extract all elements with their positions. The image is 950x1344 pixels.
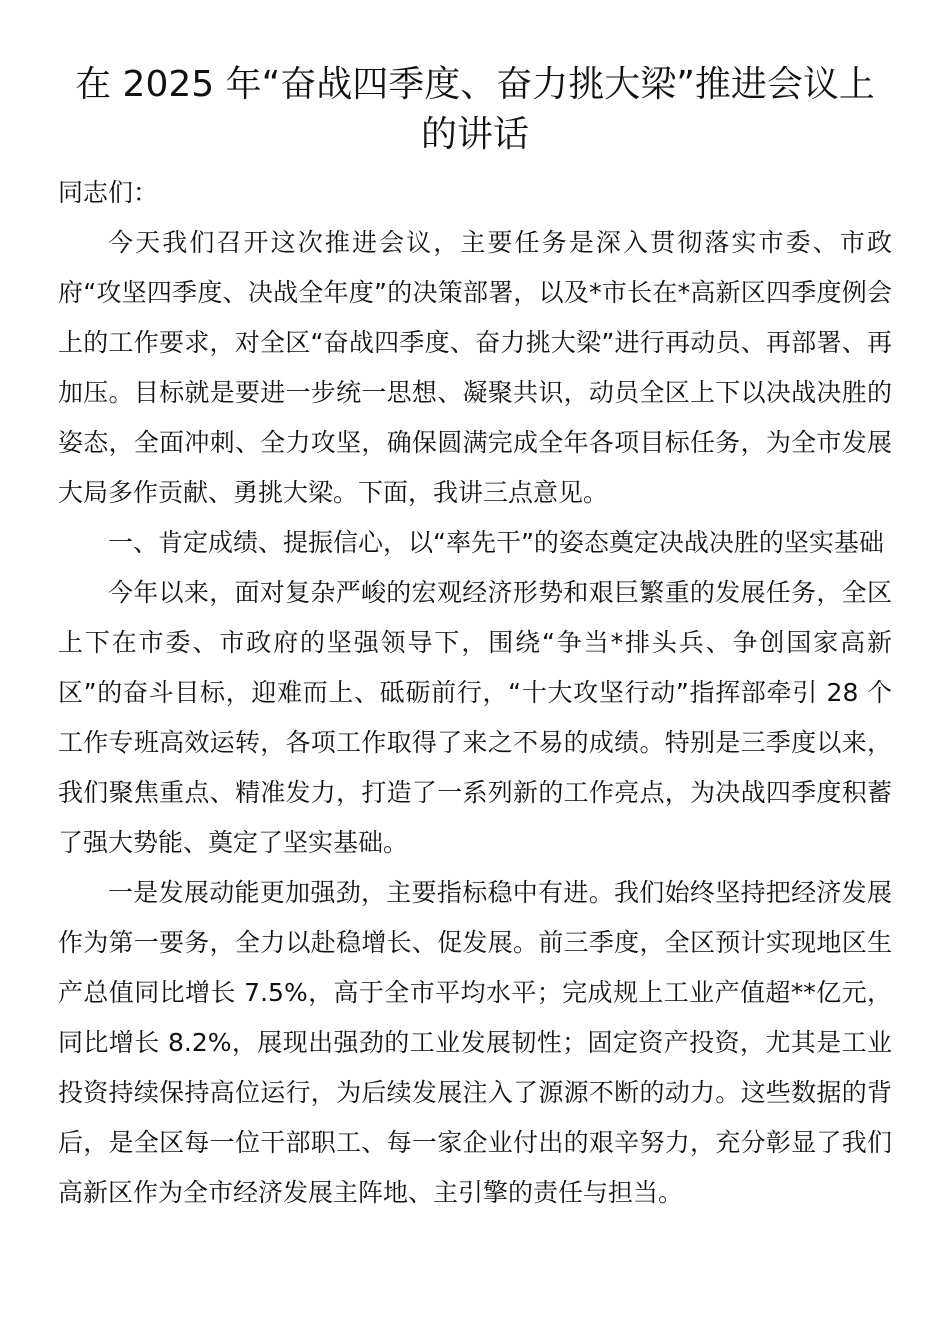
salutation: 同志们： [58,178,159,207]
paragraph-achievements: 今年以来，面对复杂严峻的宏观经济形势和艰巨繁重的发展任务，全区上下在市委、市政府的坚强领导下，围绕“争当*排头兵、争创国家高新区”的奋斗目标，迎难而上、砥砺前行，“十大攻坚行动”指挥部牵引 28 个工作专班高效运转，各项工作取得了来之不易的成绩。特别是三季度以来，我们聚焦重点、精准发力，打造了一系列新的工作亮点，为决战四季度积蓄了强大势能、奠定了坚实基础。 [58,578,892,857]
paragraph-intro: 今天我们召开这次推进会议，主要任务是深入贯彻落实市委、市政府“攻坚四季度、决战全年度”的决策部署，以及*市长在*高新区四季度例会上的工作要求，对全区“奋战四季度、奋力挑大梁”进行再动员、再部署、再加压。目标就是要进一步统一思想、凝聚共识，动员全区上下以决战决胜的姿态，全面冲刺、全力攻坚，确保圆满完成全年各项目标任务，为全市发展大局多作贡献、勇挑大梁。下面，我讲三点意见。 [58,228,892,507]
section-heading-1: 一、肯定成绩、提振信心，以“率先干”的姿态奠定决战决胜的坚实基础 [108,528,884,557]
document-page [58,60,892,1218]
document-title: 在 2025 年“奋战四季度、奋力挑大梁”推进会议上的讲话 [75,64,875,155]
paragraph-momentum: 一是发展动能更加强劲，主要指标稳中有进。我们始终坚持把经济发展作为第一要务，全力以赴稳增长、促发展。前三季度，全区预计实现地区生产总值同比增长 7.5%，高于全市平均水平；完成规上工业产值超**亿元，同比增长 8.2%，展现出强劲的工业发展韧性；固定资产投资，尤其是工业投资持续保持高位运行，为后续发展注入了源源不断的动力。这些数据的背后，是全区每一位干部职工、每一家企业付出的艰辛努力，充分彰显了我们高新区作为全市经济发展主阵地、主引擎的责任与担当。 [58,878,892,1207]
